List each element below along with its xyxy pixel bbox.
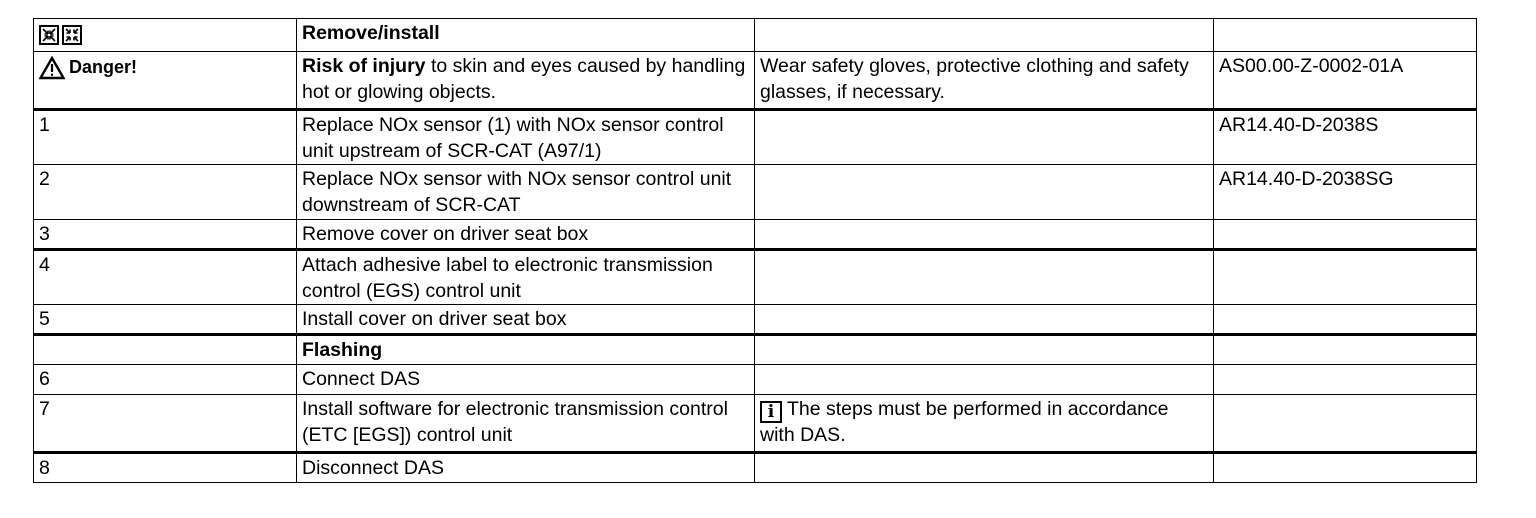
step-number: 4 (34, 250, 297, 305)
step-reference (1214, 220, 1477, 250)
step-text: Install software for electronic transmission control (ETC [EGS]) control unit (297, 395, 755, 453)
step-number: 5 (34, 305, 297, 335)
section-title-flashing: Flashing (297, 335, 755, 365)
info-note-text: The steps must be performed in accordance with DAS. (760, 398, 1169, 446)
empty-cell (755, 19, 1214, 52)
step-row (34, 110, 1477, 165)
step-row (34, 453, 1477, 483)
step-row (34, 165, 1477, 220)
section-row-flashing (34, 335, 1477, 365)
empty-cell (1214, 19, 1477, 52)
step-text: Connect DAS (297, 365, 755, 395)
empty-cell (1214, 395, 1477, 453)
info-icon: i (760, 401, 782, 423)
empty-cell (34, 335, 297, 365)
step-number: 7 (34, 395, 297, 453)
danger-label: Danger! (69, 57, 138, 77)
procedure-table (33, 18, 1477, 483)
step-reference (1214, 250, 1477, 305)
step-number: 1 (34, 110, 297, 165)
step-number: 3 (34, 220, 297, 250)
step-reference (1214, 305, 1477, 335)
empty-cell (755, 453, 1214, 483)
step-number: 2 (34, 165, 297, 220)
step-reference: AR14.40-D-2038SG (1214, 165, 1477, 220)
step-row (34, 395, 1477, 453)
step-number: 6 (34, 365, 297, 395)
step-text: Replace NOx sensor with NOx sensor control unit downstream of SCR-CAT (297, 165, 755, 220)
risk-heading: Risk of injury (302, 55, 426, 77)
empty-cell (755, 220, 1214, 250)
header-row (34, 19, 1477, 52)
step-text: Install cover on driver seat box (297, 305, 755, 335)
risk-description (297, 52, 755, 110)
empty-cell (755, 335, 1214, 365)
install-icon (62, 25, 82, 45)
empty-cell (755, 365, 1214, 395)
step-text: Replace NOx sensor (1) with NOx sensor control unit upstream of SCR-CAT (A97/1) (297, 110, 755, 165)
empty-cell (755, 165, 1214, 220)
step-row (34, 250, 1477, 305)
remove-install-icons (34, 19, 297, 52)
step-reference: AR14.40-D-2038S (1214, 110, 1477, 165)
warning-triangle-icon (39, 56, 65, 80)
info-note-cell (755, 395, 1214, 453)
step-text: Attach adhesive label to electronic transmission control (EGS) control unit (297, 250, 755, 305)
step-row (34, 220, 1477, 250)
remove-icon (39, 25, 59, 45)
step-number: 8 (34, 453, 297, 483)
step-text: Remove cover on driver seat box (297, 220, 755, 250)
danger-row (34, 52, 1477, 110)
danger-reference: AS00.00-Z-0002-01A (1214, 52, 1477, 110)
procedure-document (33, 18, 1477, 483)
step-row (34, 305, 1477, 335)
safety-precaution: Wear safety gloves, protective clothing and safety glasses, if necessary. (755, 52, 1214, 110)
empty-cell (755, 305, 1214, 335)
empty-cell (1214, 365, 1477, 395)
step-text: Disconnect DAS (297, 453, 755, 483)
empty-cell (1214, 335, 1477, 365)
section-title-remove-install: Remove/install (297, 19, 755, 52)
empty-cell (755, 110, 1214, 165)
empty-cell (755, 250, 1214, 305)
danger-cell (34, 52, 297, 110)
risk-text: to skin and eyes caused by handling hot or glowing objects. (302, 55, 746, 103)
empty-cell (1214, 453, 1477, 483)
step-row (34, 365, 1477, 395)
